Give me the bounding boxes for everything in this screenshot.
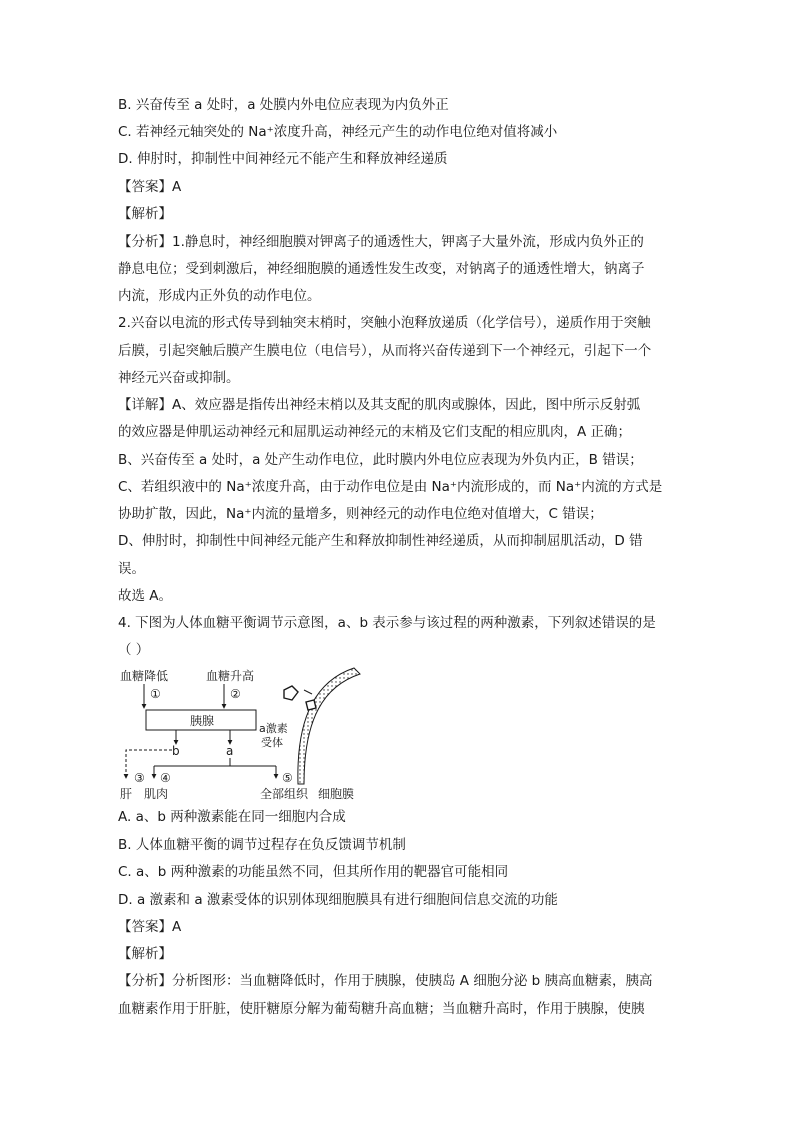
detail-text: C、若组织液中的 Na⁺浓度升高，由于动作电位是由 Na⁺内流形成的，而 Na⁺内流的方式是: [118, 479, 663, 495]
analysis-text: 静息电位；受到刺激后，神经细胞膜的通透性发生改变，对钠离子的通透性增大，钠离子: [118, 261, 645, 277]
analysis-text-q4: 血糖素作用于肝脏，使肝糖原分解为葡萄糖升高血糖；当血糖升高时，作用于胰腺，使胰: [118, 1001, 645, 1017]
option-c-q3: C. 若神经元轴突处的 Na⁺浓度升高，神经元产生的动作电位绝对值将减小: [118, 124, 558, 140]
hormone-b-label: b: [172, 744, 180, 758]
detail-text: B、兴奋传至 a 处时，a 处产生动作电位，此时膜内外电位应表现为外负内正，B 错误；: [118, 452, 643, 468]
step-4-label: ④: [160, 771, 171, 785]
analysis-text-q4: 【分析】分析图形：当血糖降低时，作用于胰腺，使胰岛 A 细胞分泌 b 胰高血糖素，胰高: [118, 973, 653, 989]
detail-text: 协助扩散，因此，Na⁺内流的量增多，则神经元的动作电位绝对值增大，C 错误；: [118, 506, 603, 522]
detail-text: 【详解】A、效应器是指传出神经末梢以及其支配的肌肉或腺体，因此，图中所示反射弧: [118, 397, 641, 413]
analysis-label-q3: 【解析】: [118, 206, 172, 222]
muscle-label: 肌肉: [144, 787, 169, 801]
option-d-q4: D. a 激素和 a 激素受体的识别体现细胞膜具有进行细胞间信息交流的功能: [118, 892, 558, 908]
step-3-label: ③: [134, 771, 145, 785]
detail-text: 误。: [118, 561, 145, 577]
question-4-stem: 4. 下图为人体血糖平衡调节示意图，a、b 表示参与该过程的两种激素，下列叙述错误的是: [118, 615, 656, 631]
analysis-text: 后膜，引起突触后膜产生膜电位（电信号），从而将兴奋传递到下一个神经元，引起下一个: [118, 343, 652, 359]
option-c-q4: C. a、b 两种激素的功能虽然不同，但其所作用的靶器官可能相同: [118, 864, 509, 880]
blood-sugar-regulation-diagram: [118, 664, 368, 804]
all-tissue-label: 全部组织: [260, 787, 309, 801]
option-a-q4: A. a、b 两种激素能在同一细胞内合成: [118, 809, 346, 825]
low-sugar-label: 血糖降低: [120, 669, 169, 683]
receptor-label-line2: 受体: [261, 736, 283, 749]
cell-membrane-shape: [298, 668, 360, 784]
liver-label: 肝: [120, 787, 133, 801]
conclusion-text: 故选 A。: [118, 588, 173, 604]
analysis-text: 【分析】1.静息时，神经细胞膜对钾离子的通透性大，钾离子大量外流，形成内负外正的: [118, 234, 644, 250]
step-2-label: ②: [230, 687, 241, 701]
hormone-molecule-shape: [284, 686, 298, 700]
option-b-q3: B. 兴奋传至 a 处时，a 处膜内外电位应表现为内负外正: [118, 97, 449, 113]
receptor-pointer: [304, 690, 312, 694]
cell-membrane-label: 细胞膜: [318, 787, 355, 801]
receptor-label-line1: a激素: [259, 722, 288, 735]
analysis-label-q4: 【解析】: [118, 946, 172, 962]
detail-text: D、伸肘时，抑制性中间神经元能产生和释放抑制性神经递质，从而抑制屈肌活动，D 错: [118, 533, 643, 549]
analysis-text: 内流，形成内正外负的动作电位。: [118, 288, 321, 304]
answer-label-q3: 【答案】A: [118, 179, 182, 195]
receptor-molecule-shape: [306, 700, 316, 710]
high-sugar-label: 血糖升高: [206, 669, 255, 683]
option-d-q3: D. 伸肘时，抑制性中间神经元不能产生和释放神经递质: [118, 151, 448, 167]
detail-text: 的效应器是伸肌运动神经元和屈肌运动神经元的末梢及它们支配的相应肌肉，A 正确；: [118, 424, 632, 440]
pancreas-label: 胰腺: [190, 714, 215, 728]
hormone-a-label: a: [226, 744, 234, 758]
step-5-label: ⑤: [282, 771, 293, 785]
question-4-blank: （ ）: [118, 642, 150, 658]
answer-label-q4: 【答案】A: [118, 919, 182, 935]
analysis-text: 2.兴奋以电流的形式传导到轴突末梢时，突触小泡释放递质（化学信号），递质作用于突触: [118, 315, 651, 331]
option-b-q4: B. 人体血糖平衡的调节过程存在负反馈调节机制: [118, 837, 406, 853]
analysis-text: 神经元兴奋或抑制。: [118, 370, 240, 386]
step-1-label: ①: [150, 687, 161, 701]
